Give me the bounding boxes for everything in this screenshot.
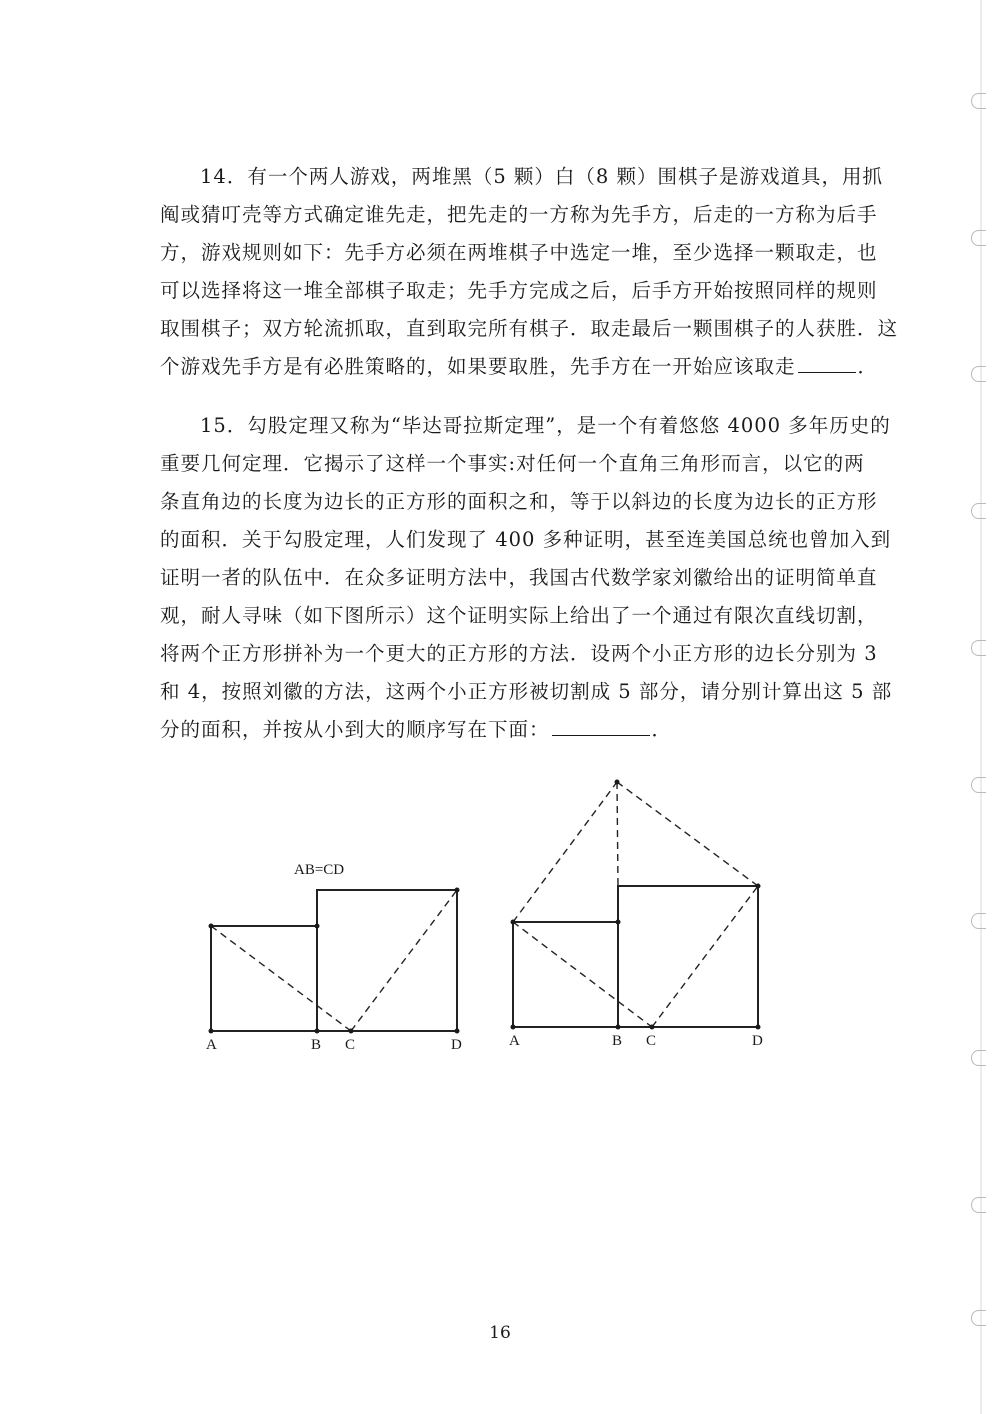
label-b: B [612, 1033, 623, 1049]
vertex [616, 920, 621, 925]
problem-14-last-line [160, 348, 879, 386]
problem-14-line: 阄或猜叮壳等方式确定谁先走，把先走的一方称为先手方，后走的一方称为后手 [160, 203, 878, 226]
problem-15-line: 重要几何定理．它揭示了这样一个事实:对任何一个直角三角形而言，以它的两 [160, 452, 865, 475]
problem-14-line: 14．有一个两人游戏，两堆黑（5 颗）白（8 颗）围棋子是游戏道具，用抓 [200, 165, 884, 188]
end-mark: ． [651, 718, 673, 741]
problem-14-line: 取围棋子；双方轮流抓取，直到取完所有棋子．取走最后一颗围棋子的人获胜．这 [160, 317, 899, 340]
label-d: D [451, 1037, 462, 1053]
point-a [511, 1025, 516, 1030]
left-diagram [206, 862, 462, 1053]
problem-14 [160, 158, 899, 386]
cut-line [211, 926, 351, 1031]
point-d [756, 1025, 761, 1030]
problem-15-line: 的面积．关于勾股定理，人们发现了 400 多种证明，甚至连美国总统也曾加入到 [160, 528, 892, 551]
problem-15-line: 将两个正方形拼补为一个更大的正方形的方法．设两个小正方形的边长分别为 3 [160, 642, 878, 665]
answer-blank-15[interactable] [552, 713, 650, 736]
problem-15-line: 条直角边的长度为边长的正方形的面积之和，等于以斜边的长度为边长的正方形 [160, 490, 878, 513]
point-c [650, 1025, 655, 1030]
point-d [455, 1029, 460, 1034]
label-d: D [752, 1033, 763, 1049]
answer-blank-14[interactable] [798, 350, 856, 373]
binding-hole [971, 93, 986, 109]
point-a [209, 1029, 214, 1034]
vertex [511, 920, 516, 925]
problem-15-line: 分的面积，并按从小到大的顺序写在下面： [160, 718, 550, 741]
end-mark: ． [857, 355, 879, 378]
liu-hui-proof-figure [180, 770, 800, 1060]
problem-14-line: 方，游戏规则如下：先手方必须在两堆棋子中选定一堆，至少选择一颗取走，也 [160, 241, 878, 264]
large-square-outline [618, 886, 758, 1027]
point-c [349, 1029, 354, 1034]
binding-hole [971, 1050, 986, 1066]
cut-line [617, 782, 618, 886]
label-a: A [509, 1033, 520, 1049]
large-square-outline [317, 890, 457, 1031]
point-b [616, 1025, 621, 1030]
binding-hole [971, 777, 986, 793]
problem-15 [160, 407, 893, 749]
right-diagram [509, 780, 763, 1050]
cut-line [652, 886, 758, 1027]
page-number: 16 [489, 1323, 511, 1343]
vertex [615, 780, 620, 785]
figure-caption: AB=CD [294, 862, 345, 878]
binding-hole [971, 366, 986, 382]
label-a: A [206, 1037, 217, 1053]
problem-15-line: 证明一者的队伍中．在众多证明方法中，我国古代数学家刘徽给出的证明简单直 [160, 566, 878, 589]
cut-line [513, 782, 617, 922]
problem-14-line: 个游戏先手方是有必胜策略的，如果要取胜，先手方在一开始应该取走 [160, 355, 796, 378]
vertex [315, 924, 320, 929]
point-b [315, 1029, 320, 1034]
label-c: C [646, 1033, 657, 1049]
problem-14-line: 可以选择将这一堆全部棋子取走；先手方完成之后，后手方开始按照同样的规则 [160, 279, 878, 302]
binding-hole [971, 640, 986, 656]
binding-hole [971, 913, 986, 929]
problem-15-last-line [160, 711, 840, 749]
small-square-outline [211, 926, 317, 1031]
vertex [455, 888, 460, 893]
problem-15-line: 观，耐人寻味（如下图所示）这个证明实际上给出了一个通过有限次直线切割， [160, 604, 878, 627]
problem-15-line: 和 4，按照刘徽的方法，这两个小正方形被切割成 5 部分，请分别计算出这 5 部 [160, 680, 893, 703]
label-b: B [311, 1037, 322, 1053]
label-c: C [345, 1037, 356, 1053]
small-square-outline [513, 922, 618, 1027]
vertex [209, 924, 214, 929]
binding-hole [971, 1197, 986, 1213]
cut-line [513, 922, 652, 1027]
cut-line [351, 890, 457, 1031]
vertex [756, 884, 761, 889]
problem-15-line: 15．勾股定理又称为“毕达哥拉斯定理”，是一个有着悠悠 4000 多年历史的 [200, 414, 891, 437]
binding-hole [971, 503, 986, 519]
cut-line [617, 782, 758, 886]
binding-hole [971, 230, 986, 246]
